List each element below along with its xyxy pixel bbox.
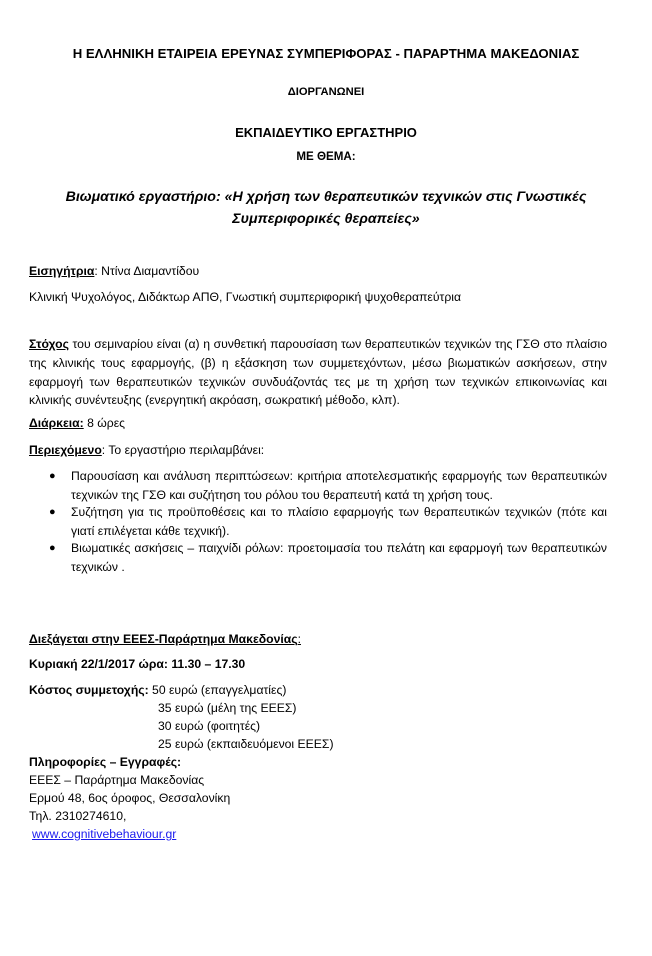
goal-text: του σεμιναρίου είναι (α) η συνθετική παρουσίαση των θεραπευτικών τεχνικών της ΓΣΘ στο πλαίσιο της κλινικής τους εφαρμογής, (β) η εξάσκηση των συμμετεχόντων, μέσω βιωματικών ασκήσεων, στην εφαρμογή των θεραπευτικών τεχνικών συνδυάζοντάς τες με τη χρήση των τεχνικών επικοινωνίας και κλινικής συνέντευξης (ενεργητική ακρόαση, σωκρατική μέθοδο, κλπ). bbox=[29, 337, 607, 408]
duration-line bbox=[29, 416, 125, 430]
website-link[interactable]: www.cognitivebehaviour.gr bbox=[32, 827, 177, 841]
goal-paragraph bbox=[29, 335, 607, 410]
cost-item: 50 ευρώ (επαγγελματίες) bbox=[148, 683, 287, 697]
speaker-line bbox=[29, 264, 199, 278]
cost-item: 30 ευρώ (φοιτητές) bbox=[158, 719, 261, 733]
speaker-name: : Ντίνα Διαμαντίδου bbox=[94, 264, 200, 278]
content-label: Περιεχόμενο bbox=[29, 443, 102, 457]
cost-item: 25 ευρώ (εκπαιδευόμενοι ΕΕΕΣ) bbox=[158, 737, 334, 751]
organizes-label: ΔΙΟΡΓΑΝΩΝΕΙ bbox=[287, 86, 365, 98]
goal-label: Στόχος bbox=[29, 337, 69, 351]
info-address: Ερμού 48, 6ος όροφος, Θεσσαλονίκη bbox=[29, 791, 231, 805]
duration-value: 8 ώρες bbox=[83, 416, 126, 430]
venue-label: Διεξάγεται στην ΕΕΕΣ-Παράρτημα Μακεδονίας bbox=[29, 632, 298, 646]
bullet-icon: ● bbox=[49, 470, 56, 482]
content-line bbox=[29, 443, 264, 457]
subject-label: ΜΕ ΘΕΜΑ: bbox=[296, 150, 356, 163]
bullet-icon: ● bbox=[49, 506, 56, 518]
cost-item: 35 ευρώ (μέλη της ΕΕΕΣ) bbox=[158, 701, 297, 715]
bullet-icon: ● bbox=[49, 542, 56, 554]
venue-colon: : bbox=[297, 632, 301, 646]
list-item-text: Συζήτηση για τις προϋποθέσεις και το πλαίσιο εφαρμογής των θεραπευτικών τεχνικών (πότε και γιατί επιλέγεται κάθε τεχνική). bbox=[71, 505, 607, 538]
event-datetime: Κυριακή 22/1/2017 ώρα: 11.30 – 17.30 bbox=[29, 657, 246, 671]
info-phone: Τηλ. 2310274610, bbox=[29, 809, 127, 823]
cost-line bbox=[29, 683, 286, 697]
workshop-title-line1: Βιωματικό εργαστήριο: «Η χρήση των θεραπευτικών τεχνικών στις Γνωστικές bbox=[65, 189, 587, 205]
event-type-heading: ΕΚΠΑΙΔΕΥΤΙΚΟ ΕΡΓΑΣΤΗΡΙΟ bbox=[235, 125, 417, 140]
speaker-label: Εισηγήτρια bbox=[29, 264, 95, 278]
content-intro: : Το εργαστήριο περιλαμβάνει: bbox=[101, 443, 265, 457]
speaker-credentials: Κλινική Ψυχολόγος, Διδάκτωρ ΑΠΘ, Γνωστική συμπεριφορική ψυχοθεραπεύτρια bbox=[29, 290, 462, 304]
workshop-title-line2: Συμπεριφορικές θεραπείες» bbox=[232, 211, 420, 227]
cost-label: Κόστος συμμετοχής: bbox=[29, 683, 149, 697]
list-item-text: Βιωματικές ασκήσεις – παιχνίδι ρόλων: προετοιμασία του πελάτη και εφαρμογή των θεραπευτικών τεχνικών . bbox=[71, 541, 607, 574]
organization-header: Η ΕΛΛΗΝΙΚΗ ΕΤΑΙΡΕΙΑ ΕΡΕΥΝΑΣ ΣΥΜΠΕΡΙΦΟΡΑΣ - ΠΑΡΑΡΤΗΜΑ ΜΑΚΕΔΟΝΙΑΣ bbox=[72, 46, 580, 61]
info-organization: ΕΕΕΣ – Παράρτημα Μακεδονίας bbox=[29, 773, 205, 787]
info-label: Πληροφορίες – Εγγραφές: bbox=[29, 755, 182, 769]
venue-line bbox=[29, 632, 301, 646]
list-item-text: Παρουσίαση και ανάλυση περιπτώσεων: κριτήρια αποτελεσματικής εφαρμογής των θεραπευτικών τεχνικών της ΓΣΘ και συζήτηση του ρόλου του θεραπευτή κατά τη χρήση τους. bbox=[71, 469, 607, 502]
duration-label: Διάρκεια: bbox=[29, 416, 84, 430]
